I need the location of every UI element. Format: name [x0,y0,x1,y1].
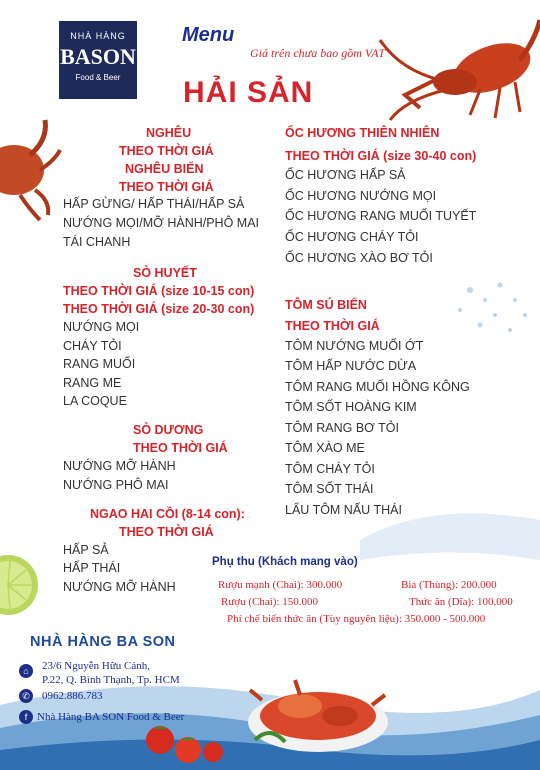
so-duong-title: SÒ DƯƠNG [133,423,204,437]
menu-title: Menu [182,24,235,46]
surcharge-che-bien: Phí chế biến thức ăn (Tùy nguyên liệu): 350.000 - 500.000 [227,613,486,625]
oc-huong-title: ỐC HƯƠNG THIÊN NHIÊN [285,126,440,140]
oc-huong-price: THEO THỜI GIÁ (size 30-40 con) [285,149,477,163]
menu-item: TÔM RANG MUỐI HỒNG KÔNG [285,380,470,394]
tom-su-price: THEO THỜI GIÁ [285,319,380,333]
so-huyet-price-1: THEO THỜI GIÁ (size 10-15 con) [63,284,255,298]
logo-line2: BASON [60,44,136,69]
surcharge-thuc-an: Thức ăn (Dĩa): 100.000 [409,596,513,608]
ngao-title: NGAO HAI CỒI (8-14 con): [90,507,245,521]
menu-item: NƯỚNG MỠ HÀNH [63,459,176,473]
so-duong-price: THEO THỜI GIÁ [133,441,228,455]
vat-note: Giá trên chưa bao gồm VAT [250,46,385,60]
menu-item: TÁI CHANH [63,235,131,249]
phone-number[interactable]: 0962.886.783 [42,690,103,702]
so-huyet-price-2: THEO THỜI GIÁ (size 20-30 con) [63,302,255,316]
menu-item: NƯỚNG PHÔ MAI [63,478,169,492]
lime-image [0,555,38,615]
menu-item: ỐC HƯƠNG NƯỚNG MỌI [285,189,437,203]
menu-item: ỐC HƯƠNG RANG MUỐI TUYẾT [285,209,477,223]
restaurant-name: NHÀ HÀNG BA SON [30,634,176,650]
menu-item: NƯỚNG MỠ HÀNH [63,580,176,594]
logo-line3: Food & Beer [75,73,121,82]
home-icon: ⌂ [19,664,33,678]
menu-item: TÔM XÀO ME [285,441,365,455]
menu-item: CHÁY TỎI [63,339,122,353]
menu-item: LẨU TÔM NẤU THÁI [285,503,402,517]
menu-item: HẤP THÁI [63,561,121,575]
menu-item: TÔM RANG BƠ TỎI [285,421,399,435]
address-line-1: 23/6 Nguyễn Hữu Cảnh, [42,660,151,672]
brand-logo [59,21,137,99]
menu-item: LA COQUE [63,394,127,408]
facebook-icon: f [19,710,33,724]
surcharge-ruou: Rượu (Chai): 150.000 [221,596,319,608]
surcharge-bia: Bia (Thùng): 200.000 [401,579,497,591]
crab-dish-image [248,680,388,752]
menu-item: TÔM SỐT HOÀNG KIM [285,400,417,414]
menu-item: NƯỚNG MỌI/MỠ HÀNH/PHÔ MAI [63,216,260,230]
ngheu-title: NGHÊU [146,126,192,140]
crab-image [0,120,60,220]
tom-su-title: TÔM SÚ BIỂN [285,298,367,312]
menu-item: HẤP GỪNG/ HẤP THÁI/HẤP SẢ [63,197,245,211]
menu-item: ỐC HƯƠNG CHÁY TỎI [285,230,419,244]
menu-item: HẤP SẢ [63,543,109,557]
menu-item: TÔM SỐT THÁI [285,482,374,496]
ngheu-price: THEO THỜI GIÁ [119,144,214,158]
so-huyet-title: SÒ HUYẾT [133,266,197,280]
lobster-image [380,20,540,120]
menu-item: TÔM HẤP NƯỚC DỪA [285,359,417,373]
menu-item: RANG ME [63,376,122,390]
menu-item: RANG MUỐI [63,357,136,371]
surcharge-ruou-manh: Rượu mạnh (Chai): 300.000 [218,579,343,591]
facebook-page[interactable]: Nhà Hàng BA SON Food & Beer [37,711,185,723]
ngheu-bien-title: NGHÊU BIỂN [125,162,204,176]
section-title: HẢI SẢN [183,76,314,109]
phone-icon: ✆ [19,689,33,703]
logo-line1: NHÀ HÀNG [70,31,126,41]
menu-item: NƯỚNG MỌI [63,320,140,334]
menu-item: TÔM NƯỚNG MUỐI ỚT [285,339,424,353]
menu-item: TÔM CHÁY TỎI [285,462,375,476]
menu-item: ỐC HƯƠNG HẤP SẢ [285,168,406,182]
menu-item: ỐC HƯƠNG XÀO BƠ TỎI [285,251,433,265]
address-line-2: P.22, Q. Bình Thạnh, Tp. HCM [42,674,180,686]
ngao-price: THEO THỜI GIÁ [119,525,214,539]
surcharge-title: Phụ thu (Khách mang vào) [212,556,358,568]
ngheu-bien-price: THEO THỜI GIÁ [119,180,214,194]
